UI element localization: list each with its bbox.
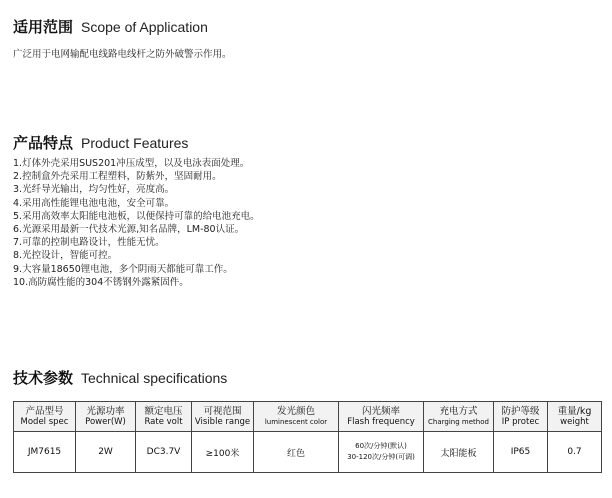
cell-volt: DC3.7V <box>136 432 192 473</box>
header-range: 可视范围 Visible range <box>192 402 254 432</box>
features-title-en: Product Features <box>81 135 189 151</box>
feature-item: 9.大容量18650锂电池，多个阴雨天都能可靠工作。 <box>13 263 233 275</box>
specs-heading <box>13 367 227 388</box>
feature-item: 10.高防腐性能的304不锈钢外露紧固件。 <box>13 276 189 288</box>
cell-range: ≥100米 <box>192 432 254 473</box>
feature-item: 6.光源采用最新一代技术光源,知名品牌，LM-80认证。 <box>13 224 245 236</box>
cell-color: 红色 <box>254 432 339 473</box>
header-flash: 闪光频率 Flash frequency <box>339 402 424 432</box>
header-weight: 重量/kg weight <box>548 402 602 432</box>
table-header-row <box>14 402 602 432</box>
specs-table <box>13 401 602 473</box>
features-heading <box>13 132 188 153</box>
scope-title-en: Scope of Application <box>81 19 208 35</box>
cell-ip: IP65 <box>494 432 548 473</box>
cell-charging: 太阳能板 <box>424 432 494 473</box>
scope-text: 广泛用于电网输配电线路电线杆之防外破警示作用。 <box>13 49 232 60</box>
cell-power: 2W <box>76 432 136 473</box>
features-list <box>13 157 260 289</box>
header-model: 产品型号 Model spec <box>14 402 76 432</box>
feature-item: 4.采用高性能锂电池电池，安全可靠。 <box>13 197 175 209</box>
header-power: 光源功率 Power(W) <box>76 402 136 432</box>
cell-model: JM7615 <box>14 432 76 473</box>
feature-item: 3.光纤导光输出，均匀性好，亮度高。 <box>13 184 175 196</box>
feature-item: 7.可靠的控制电路设计，性能无忧。 <box>13 237 165 249</box>
feature-item: 5.采用高效率太阳能电池板，以便保持可靠的给电池充电。 <box>13 210 260 222</box>
features-title-zh: 产品特点 <box>13 134 74 152</box>
specs-title-zh: 技术参数 <box>13 369 74 387</box>
scope-heading <box>13 16 208 37</box>
feature-item: 2.控制盒外壳采用工程塑料，防紫外，坚固耐用。 <box>13 171 222 183</box>
table-row <box>14 432 602 473</box>
feature-item: 1.灯体外壳采用SUS201冲压成型，以及电泳表面处理。 <box>13 158 250 169</box>
flash-adjustable: 30-120次/分钟(可调) <box>347 453 415 461</box>
cell-flash <box>339 432 424 473</box>
header-charging: 充电方式 Charging method <box>424 402 494 432</box>
feature-item: 8.光控设计，智能可控。 <box>13 250 118 262</box>
header-volt: 额定电压 Rate volt <box>136 402 192 432</box>
header-color: 发光颜色 luminescent color <box>254 402 339 432</box>
cell-weight: 0.7 <box>548 432 602 473</box>
scope-title-zh: 适用范围 <box>13 18 74 36</box>
specs-title-en: Technical specifications <box>81 370 228 386</box>
flash-default: 60次/分钟(默认) <box>355 442 407 450</box>
header-ip: 防护等级 IP protec <box>494 402 548 432</box>
